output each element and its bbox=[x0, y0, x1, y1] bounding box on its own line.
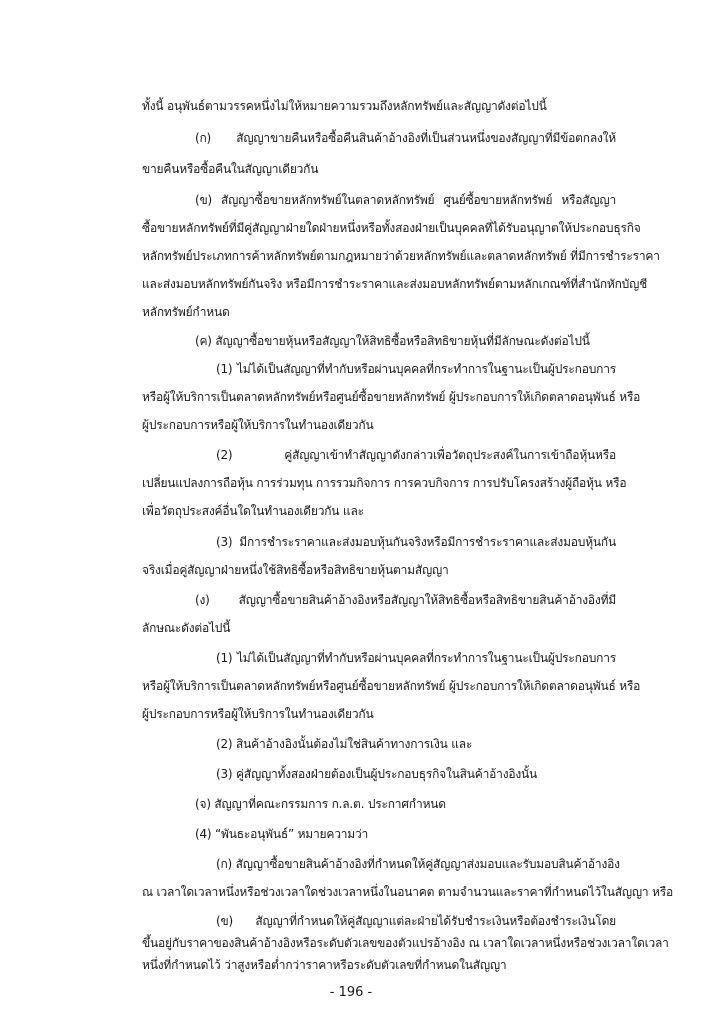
item-kha-line-4: และส่งมอบหลักทรัพย์กันจริง หรือมีการชำระราคาและส่งมอบหลักทรัพย์ตามหลักเกณฑ์ที่สำนักหักบัญชี bbox=[142, 277, 648, 291]
item-kha-line-1: (ข) สัญญาซื้อขายหลักทรัพย์ในตลาดหลักทรัพย์ ศูนย์ซื้อขายหลักทรัพย์ หรือสัญญา bbox=[195, 193, 616, 207]
paragraph-intro: ทั้งนี้ อนุพันธ์ตามวรรคหนึ่งไม่ให้หมายความรวมถึงหลักทรัพย์และสัญญาดังต่อไปนี้ bbox=[142, 99, 547, 113]
item-kho-3-line-1: (3) มีการชำระราคาและส่งมอบหุ้นกันจริงหรือมีการชำระราคาและส่งมอบหุ้นกัน bbox=[216, 535, 616, 549]
page-number: - 196 - bbox=[329, 985, 373, 1000]
item-ngo-1-line-1: (1) ไม่ได้เป็นสัญญาที่ทำกับหรือผ่านบุคคลที่กระทำการในฐานะเป็นผู้ประกอบการ bbox=[216, 651, 616, 665]
item-ngo-2: (2) สินค้าอ้างอิงนั้นต้องไม่ใช่สินค้าทางการเงิน และ bbox=[216, 737, 473, 751]
item-kho-1-line-1: (1) ไม่ได้เป็นสัญญาที่ทำกับหรือผ่านบุคคลที่กระทำการในฐานะเป็นผู้ประกอบการ bbox=[216, 362, 616, 376]
item-kho-2-line-1: (2) คู่สัญญาเข้าทำสัญญาดังกล่าวเพื่อวัตถุประสงค์ในการเข้าถือหุ้นหรือ bbox=[216, 448, 616, 462]
item-kho-2-line-3: เพื่อวัตถุประสงค์อื่นใดในทำนองเดียวกัน และ bbox=[142, 504, 364, 518]
item-cho: (จ) สัญญาที่คณะกรรมการ ก.ล.ต. ประกาศกำหนด bbox=[195, 797, 446, 811]
item-ngo-3: (3) คู่สัญญาทั้งสองฝ่ายต้องเป็นผู้ประกอบธุรกิจในสินค้าอ้างอิงนั้น bbox=[216, 767, 538, 781]
item-kha-line-3: หลักทรัพย์ประเภทการค้าหลักทรัพย์ตามกฎหมายว่าด้วยหลักทรัพย์และตลาดหลักทรัพย์ ที่มีการชำระราคา bbox=[142, 249, 660, 263]
item-ngo-1-line-3: ผู้ประกอบการหรือผู้ให้บริการในทำนองเดียวกัน bbox=[142, 707, 374, 721]
item-kho-heading: (ค) สัญญาซื้อขายหุ้นหรือสัญญาให้สิทธิซื้อหรือสิทธิขายหุ้นที่มีลักษณะดังต่อไปนี้ bbox=[195, 334, 590, 348]
item-kha-line-2: ซื้อขายหลักทรัพย์ที่มีคู่สัญญาฝ่ายใดฝ่ายหนึ่งหรือทั้งสองฝ่ายเป็นบุคคลที่ได้รับอนุญาตให้ประกอบธุรกิจ bbox=[142, 221, 641, 235]
item-kho-3-line-2: จริงเมื่อคู่สัญญาฝ่ายหนึ่งใช้สิทธิซื้อหรือสิทธิขายหุ้นตามสัญญา bbox=[142, 563, 449, 577]
item-4-kha-line-3: หนึ่งที่กำหนดไว้ ว่าสูงหรือต่ำกว่าราคาหรือระดับตัวเลขที่กำหนดในสัญญา bbox=[142, 958, 507, 972]
item-ka-line-2: ขายคืนหรือซื้อคืนในสัญญาเดียวกัน bbox=[142, 162, 319, 176]
item-4-kha-line-1: (ข) สัญญาที่กำหนดให้คู่สัญญาแต่ละฝ่ายได้รับชำระเงินหรือต้องชำระเงินโดย bbox=[216, 914, 616, 928]
section-4-heading: (4) “พันธะอนุพันธ์” หมายความว่า bbox=[195, 827, 369, 841]
item-kho-1-line-3: ผู้ประกอบการหรือผู้ให้บริการในทำนองเดียวกัน bbox=[142, 418, 374, 432]
item-ka-line-1: (ก) สัญญาขายคืนหรือซื้อคืนสินค้าอ้างอิงที่เป็นส่วนหนึ่งของสัญญาที่มีข้อตกลงให้ bbox=[195, 131, 616, 145]
item-4-ka-line-2: ณ เวลาใดเวลาหนึ่งหรือช่วงเวลาใดช่วงเวลาหนึ่งในอนาคต ตามจำนวนและราคาที่กำหนดไว้ในสัญญา หรือ bbox=[142, 885, 673, 899]
item-kha-line-5: หลักทรัพย์กำหนด bbox=[142, 305, 230, 319]
item-ngo-line-2: ลักษณะดังต่อไปนี้ bbox=[142, 621, 231, 635]
item-4-ka-line-1: (ก) สัญญาซื้อขายสินค้าอ้างอิงที่กำหนดให้คู่สัญญาส่งมอบและรับมอบสินค้าอ้างอิง bbox=[216, 857, 620, 871]
item-kho-2-line-2: เปลี่ยนแปลงการถือหุ้น การร่วมทุน การรวมกิจการ การควบกิจการ การปรับโครงสร้างผู้ถือหุ้น หรือ bbox=[142, 476, 627, 490]
item-ngo-line-1: (ง) สัญญาซื้อขายสินค้าอ้างอิงหรือสัญญาให้สิทธิซื้อหรือสิทธิขายสินค้าอ้างอิงที่มี bbox=[195, 593, 616, 607]
item-4-kha-line-2: ขึ้นอยู่กับราคาของสินค้าอ้างอิงหรือระดับตัวเลขของตัวแปรอ้างอิง ณ เวลาใดเวลาหนึ่งหรือช่วงเวลาใดเวลา bbox=[142, 936, 669, 950]
item-ngo-1-line-2: หรือผู้ให้บริการเป็นตลาดหลักทรัพย์หรือศูนย์ซื้อขายหลักทรัพย์ ผู้ประกอบการให้เกิดตลาดอนุพันธ์ หรือ bbox=[142, 679, 641, 693]
item-kho-1-line-2: หรือผู้ให้บริการเป็นตลาดหลักทรัพย์หรือศูนย์ซื้อขายหลักทรัพย์ ผู้ประกอบการให้เกิดตลาดอนุพันธ์ หรือ bbox=[142, 390, 641, 404]
